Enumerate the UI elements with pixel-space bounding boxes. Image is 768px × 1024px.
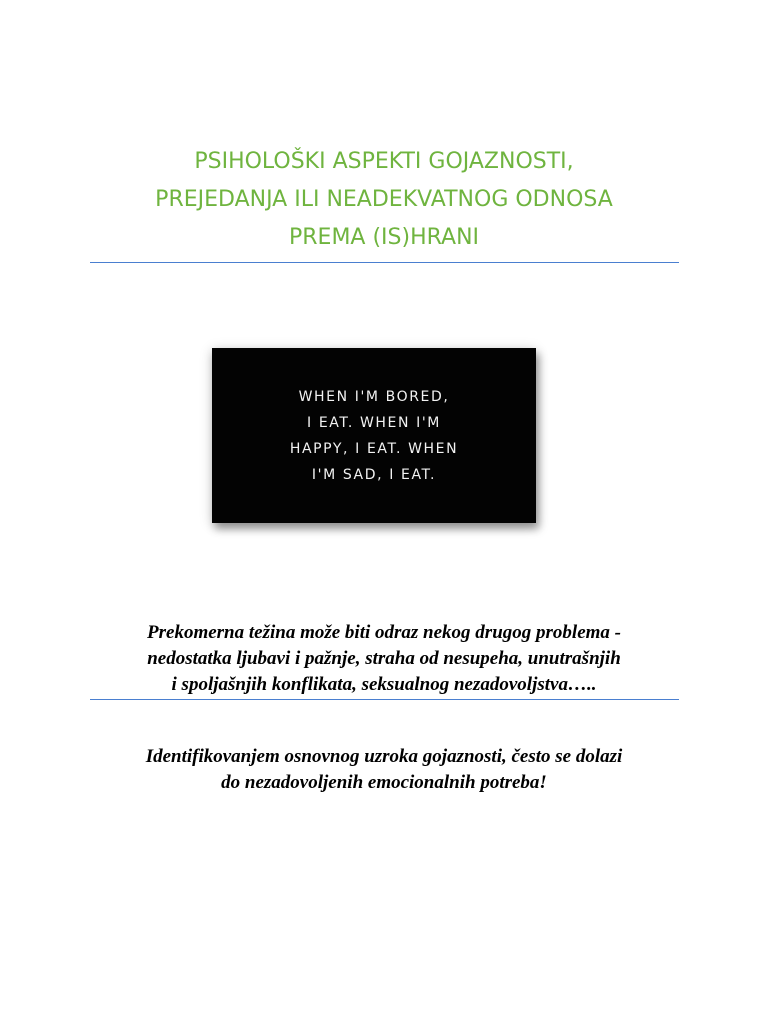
paragraph-divider (90, 699, 679, 700)
paragraph-line: i spoljašnjih konflikata, seksualnog nezadovoljstva….. (171, 674, 597, 695)
conclusion-paragraph (80, 744, 688, 796)
paragraph-line: nedostatka ljubavi i pažnje, straha od nesupeha, unutrašnjih (147, 648, 621, 669)
title-divider (90, 262, 679, 263)
title-line: PSIHOLOŠKI ASPEKTI GOJAZNOSTI, (194, 149, 574, 174)
quote-image (212, 348, 536, 523)
paragraph-line: Prekomerna težina može biti odraz nekog drugog problema - (147, 622, 621, 643)
intro-paragraph (80, 620, 688, 698)
quote-line: I EAT. WHEN I'M (307, 414, 441, 431)
quote-line: WHEN I'M BORED, (298, 388, 450, 405)
title-line: PREMA (IS)HRANI (288, 225, 480, 250)
document-title (90, 143, 678, 257)
quote-line: I'M SAD, I EAT. (311, 466, 437, 483)
paragraph-line: do nezadovoljenih emocionalnih potreba! (221, 772, 547, 793)
title-line: PREJEDANJA ILI NEADEKVATNOG ODNOSA (155, 187, 613, 212)
paragraph-line: Identifikovanjem osnovnog uzroka gojaznosti, često se dolazi (145, 746, 623, 767)
quote-line: HAPPY, I EAT. WHEN (289, 440, 459, 457)
